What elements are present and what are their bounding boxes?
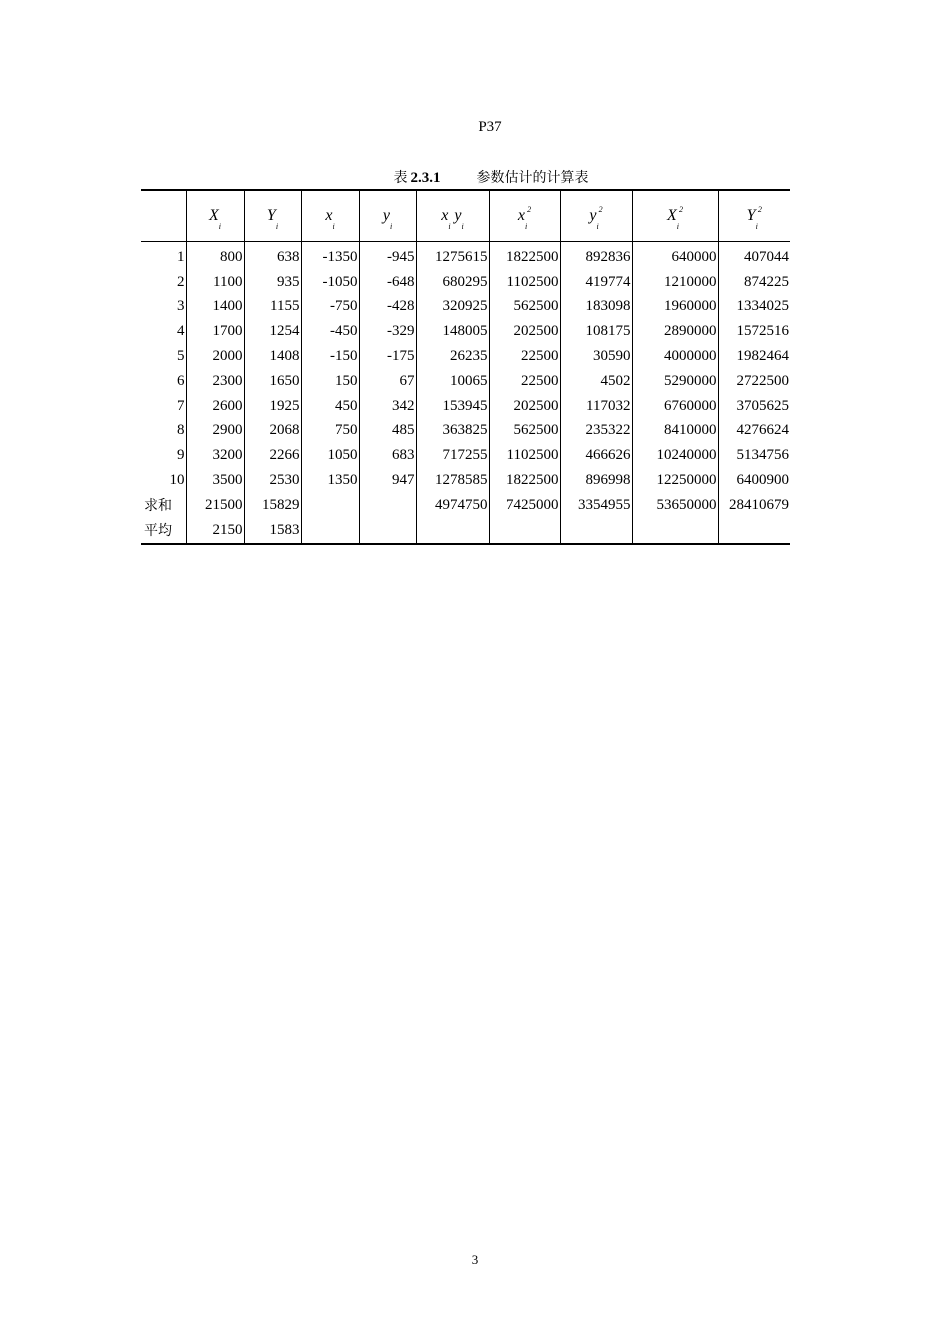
table-cell: 1650: [244, 369, 301, 394]
caption-prefix: 表: [393, 170, 408, 186]
table-cell: 117032: [560, 394, 632, 419]
table-cell: 407044: [718, 242, 790, 270]
table-cell: 640000: [632, 242, 718, 270]
table-cell: 108175: [560, 319, 632, 344]
table-cell: 874225: [718, 270, 790, 295]
table-cell: 419774: [560, 270, 632, 295]
table-cell: 10065: [416, 369, 489, 394]
header-cell: $X_i^2$: [632, 190, 718, 242]
table-cell: 800: [186, 242, 244, 270]
table-row: [141, 419, 790, 444]
table-cell: 1572516: [718, 319, 790, 344]
caption-number: 2.3.1: [410, 170, 441, 186]
table-row: [141, 369, 790, 394]
table-cell: 5134756: [718, 443, 790, 468]
table-cell: 12250000: [632, 468, 718, 493]
table-cell: 67: [359, 369, 416, 394]
table-cell: 202500: [489, 319, 560, 344]
table-cell: -329: [359, 319, 416, 344]
table-cell: 8410000: [632, 419, 718, 444]
table-row: [141, 394, 790, 419]
table-cell: 2150: [186, 518, 244, 544]
calculation-table: [141, 189, 790, 545]
row-label-cell: 1: [177, 248, 185, 265]
table-cell: 153945: [416, 394, 489, 419]
table-cell: 202500: [489, 394, 560, 419]
table-cell: 717255: [416, 443, 489, 468]
table-cell: [416, 518, 489, 544]
table-cell: 235322: [560, 419, 632, 444]
table-row: [141, 242, 790, 270]
table-cell: 3500: [186, 468, 244, 493]
table-cell: 3354955: [560, 493, 632, 518]
table-cell: 935: [244, 270, 301, 295]
header-cell: $x_i$: [301, 190, 359, 242]
table-cell: 1960000: [632, 295, 718, 320]
row-label-cell: 9: [177, 447, 185, 464]
table-cell: 6400900: [718, 468, 790, 493]
table-cell: -428: [359, 295, 416, 320]
table-cell: 28410679: [718, 493, 790, 518]
table-cell: 1400: [186, 295, 244, 320]
row-label-cell: 3: [177, 298, 185, 315]
table-cell: 2000: [186, 344, 244, 369]
row-label-cell: 4: [177, 323, 185, 340]
table-cell: 2266: [244, 443, 301, 468]
table-cell: 7425000: [489, 493, 560, 518]
table-cell: 53650000: [632, 493, 718, 518]
table-cell: 4000000: [632, 344, 718, 369]
table-cell: 4276624: [718, 419, 790, 444]
table-cell: 680295: [416, 270, 489, 295]
header-cell: $X_i$: [186, 190, 244, 242]
table-cell: [489, 518, 560, 544]
table-cell: 1210000: [632, 270, 718, 295]
table-cell: 562500: [489, 295, 560, 320]
table-cell: 4502: [560, 369, 632, 394]
table-row: [141, 518, 790, 544]
table-cell: 2900: [186, 419, 244, 444]
table-cell: 562500: [489, 419, 560, 444]
table-cell: 2600: [186, 394, 244, 419]
table-cell: 466626: [560, 443, 632, 468]
table-cell: 1822500: [489, 242, 560, 270]
row-label-cell: 5: [177, 348, 185, 365]
row-label-cell: 2: [177, 273, 185, 290]
table-cell: 947: [359, 468, 416, 493]
table-cell: 1982464: [718, 344, 790, 369]
table-cell: 363825: [416, 419, 489, 444]
header-cell: $y_i$: [359, 190, 416, 242]
table-cell: -1050: [301, 270, 359, 295]
table-cell: 4974750: [416, 493, 489, 518]
table-cell: 1583: [244, 518, 301, 544]
table-cell: 342: [359, 394, 416, 419]
table-cell: [632, 518, 718, 544]
table-cell: [718, 518, 790, 544]
table-cell: 1822500: [489, 468, 560, 493]
table-cell: 1278585: [416, 468, 489, 493]
table-cell: 183098: [560, 295, 632, 320]
table-cell: -945: [359, 242, 416, 270]
table-cell: 22500: [489, 344, 560, 369]
table-cell: -750: [301, 295, 359, 320]
row-label-cell: 10: [169, 472, 185, 489]
table-cell: 683: [359, 443, 416, 468]
table-cell: -1350: [301, 242, 359, 270]
row-label-cell: 8: [177, 422, 185, 439]
table-header-row: [141, 190, 790, 242]
caption-title: 参数估计的计算表: [476, 170, 589, 186]
table-cell: [359, 518, 416, 544]
row-label-cell: 7: [177, 397, 185, 414]
table-cell: 892836: [560, 242, 632, 270]
table-cell: 1254: [244, 319, 301, 344]
table-cell: 148005: [416, 319, 489, 344]
table-cell: 1408: [244, 344, 301, 369]
table-row: [141, 493, 790, 518]
table-cell: [301, 493, 359, 518]
header-cell: $y_i^2$: [560, 190, 632, 242]
header-cell-index: [141, 190, 186, 242]
table-body: [141, 242, 790, 544]
table-cell: 1102500: [489, 443, 560, 468]
table-cell: -450: [301, 319, 359, 344]
table-cell: 6760000: [632, 394, 718, 419]
table-row: [141, 344, 790, 369]
table-row: [141, 443, 790, 468]
table-cell: 485: [359, 419, 416, 444]
table-cell: 15829: [244, 493, 301, 518]
header-cell: $x_i$ $y_i$: [416, 190, 489, 242]
page-number: 3: [471, 1252, 479, 1267]
table-caption: [0, 167, 950, 187]
table-cell: 1275615: [416, 242, 489, 270]
row-label-cell: 求和: [144, 498, 172, 515]
table-cell: 1102500: [489, 270, 560, 295]
table-cell: 896998: [560, 468, 632, 493]
table-cell: 30590: [560, 344, 632, 369]
table-cell: -175: [359, 344, 416, 369]
table-cell: 1350: [301, 468, 359, 493]
table-cell: 1700: [186, 319, 244, 344]
table-cell: 1334025: [718, 295, 790, 320]
table-cell: 750: [301, 419, 359, 444]
table-row: [141, 468, 790, 493]
table-cell: 21500: [186, 493, 244, 518]
table-row: [141, 319, 790, 344]
header-cell: $x_i^2$: [489, 190, 560, 242]
table-cell: 1050: [301, 443, 359, 468]
header-cell: $Y_i^2$: [718, 190, 790, 242]
table-cell: [359, 493, 416, 518]
table-cell: 150: [301, 369, 359, 394]
row-label-cell: 平均: [144, 523, 172, 540]
table-row: [141, 270, 790, 295]
table-cell: 2300: [186, 369, 244, 394]
page-header: P37: [478, 119, 502, 135]
table-cell: [560, 518, 632, 544]
table-cell: 320925: [416, 295, 489, 320]
table-cell: 2722500: [718, 369, 790, 394]
table-cell: 638: [244, 242, 301, 270]
table-cell: 22500: [489, 369, 560, 394]
table-cell: -648: [359, 270, 416, 295]
table-cell: 1925: [244, 394, 301, 419]
table-cell: 2068: [244, 419, 301, 444]
table-cell: 1155: [244, 295, 301, 320]
header-cell: $Y_i$: [244, 190, 301, 242]
table-cell: 450: [301, 394, 359, 419]
table-cell: 3200: [186, 443, 244, 468]
table-cell: 2890000: [632, 319, 718, 344]
table-cell: 10240000: [632, 443, 718, 468]
table-cell: [301, 518, 359, 544]
table-cell: 3705625: [718, 394, 790, 419]
table-cell: 26235: [416, 344, 489, 369]
table-cell: 2530: [244, 468, 301, 493]
table-row: [141, 295, 790, 320]
table-cell: 5290000: [632, 369, 718, 394]
table-cell: -150: [301, 344, 359, 369]
table-cell: 1100: [186, 270, 244, 295]
row-label-cell: 6: [177, 372, 185, 389]
